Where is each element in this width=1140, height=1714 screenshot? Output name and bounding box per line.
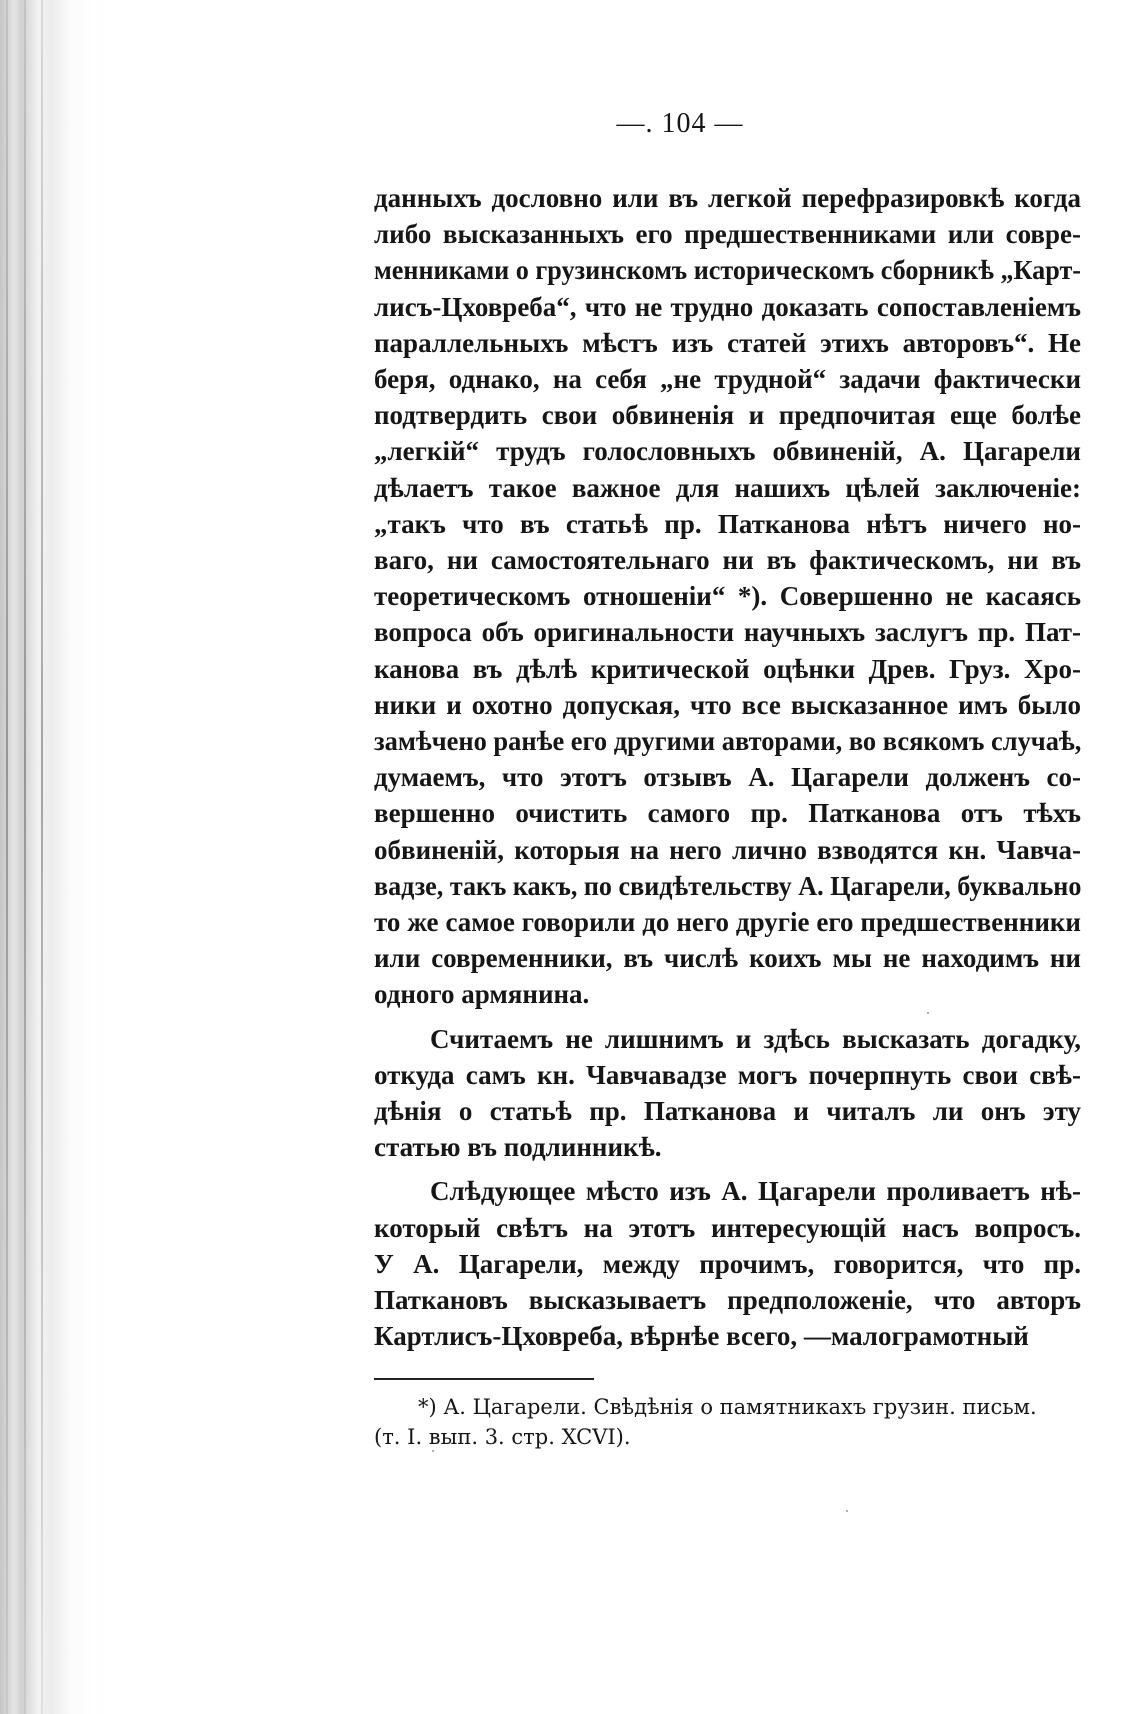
footnote [374,1392,1081,1452]
text-line: либо высказанныхъ его предшественниками или совре- [374,219,1081,250]
text-line: Картлисъ-Цховреба, вѣрнѣе всего, —малограмотный [374,1321,1029,1352]
body-text [374,180,1081,1355]
text-line: обвиненій, которыя на него лично взводятся кн. Чавча- [374,834,1081,865]
text-line: канова въ дѣлѣ критической оцѣнки Древ. Груз. Хро- [374,653,1081,684]
paragraph [374,1021,1081,1166]
binding-shadow-line [6,0,8,1714]
text-line: Слѣдующее мѣсто изъ А. Цагарели проливаетъ нѣ- [430,1176,1081,1207]
text-line: беря, однако, на себя „не трудной“ задачи фактически [374,364,1081,395]
text-line: „такъ что въ статьѣ пр. Патканова нѣтъ ничего но- [374,508,1081,539]
text-line: теоретическомъ отношеніи“ *). Совершенно не касаясь [374,581,1081,612]
paragraph-gap [374,1013,1081,1021]
text-line: ваго, ни самостоятельнаго ни въ фактическомъ, ни въ [374,545,1081,576]
paragraph-gap [374,1165,1081,1173]
page-number: —. 104 — [616,108,744,139]
text-line: ники и охотно допуская, что все высказанное имъ было [374,689,1081,720]
text-line: откуда самъ кн. Чавчавадзе могъ почерпнуть свои свѣ- [374,1059,1081,1090]
scan-binding-edge [0,0,120,1714]
text-line: дѣнія о статьѣ пр. Патканова и читалъ ли онъ эту [374,1096,1081,1127]
text-line: вадзе, такъ какъ, по свидѣтельству А. Цагарели, буквально [374,870,1082,901]
text-line: данныхъ дословно или въ легкой перефразировкѣ когда [374,183,1081,213]
text-line: менниками о грузинскомъ историческомъ сборникѣ „Карт- [374,255,1082,286]
text-line: или современники, въ числѣ коихъ мы не находимъ ни [374,943,1081,974]
text-line: который свѣтъ на этотъ интересующій насъ вопросъ. [374,1212,1081,1243]
paragraph [374,180,1081,1013]
text-line: дѣлаетъ такое важное для нашихъ цѣлей заключеніе: [374,472,1081,503]
binding-shadow-line [24,0,26,1714]
text-line: параллельныхъ мѣстъ изъ статей этихъ авторовъ“. Не [374,327,1081,358]
text-line: Паткановъ высказываетъ предположеніе, что авторъ [374,1285,1081,1316]
scan-speck [846,1510,848,1512]
text-line: лисъ-Цховреба“, что не трудно доказать сопоставленіемъ [374,291,1081,322]
footnote-line: *) А. Цагарели. Свѣдѣнія о памятникахъ грузин. письм. [418,1395,1037,1419]
footnote-line: (т. I. вып. 3. стр. XCVI). [374,1425,631,1449]
text-line: то же самое говорили до него другіе его предшественники [374,907,1081,938]
text-line: У А. Цагарели, между прочимъ, говорится, что пр. [374,1248,1081,1279]
text-line: подтвердить свои обвиненія и предпочитая еще болѣе [374,400,1081,431]
text-line: статью въ подлинникѣ. [374,1132,662,1163]
text-line: думаемъ, что этотъ отзывъ А. Цагарели долженъ со- [374,762,1081,793]
paragraph [374,1173,1081,1354]
scan-speck [432,1450,434,1452]
footnote-separator [374,1378,594,1380]
text-line: вершенно очистить самого пр. Патканова отъ тѣхъ [374,798,1081,829]
text-line: вопроса объ оригинальности научныхъ заслугъ пр. Пат- [374,617,1081,648]
scan-speck [927,1012,929,1014]
text-line: одного армянина. [374,979,590,1010]
binding-shadow-line [41,0,43,1714]
text-line: замѣчено ранѣе его другими авторами, во всякомъ случаѣ, [374,726,1082,757]
text-line: „легкій“ трудъ голословныхъ обвиненій, А. Цагарели [374,436,1081,467]
text-line: Считаемъ не лишнимъ и здѣсь высказать догадку, [430,1023,1081,1054]
